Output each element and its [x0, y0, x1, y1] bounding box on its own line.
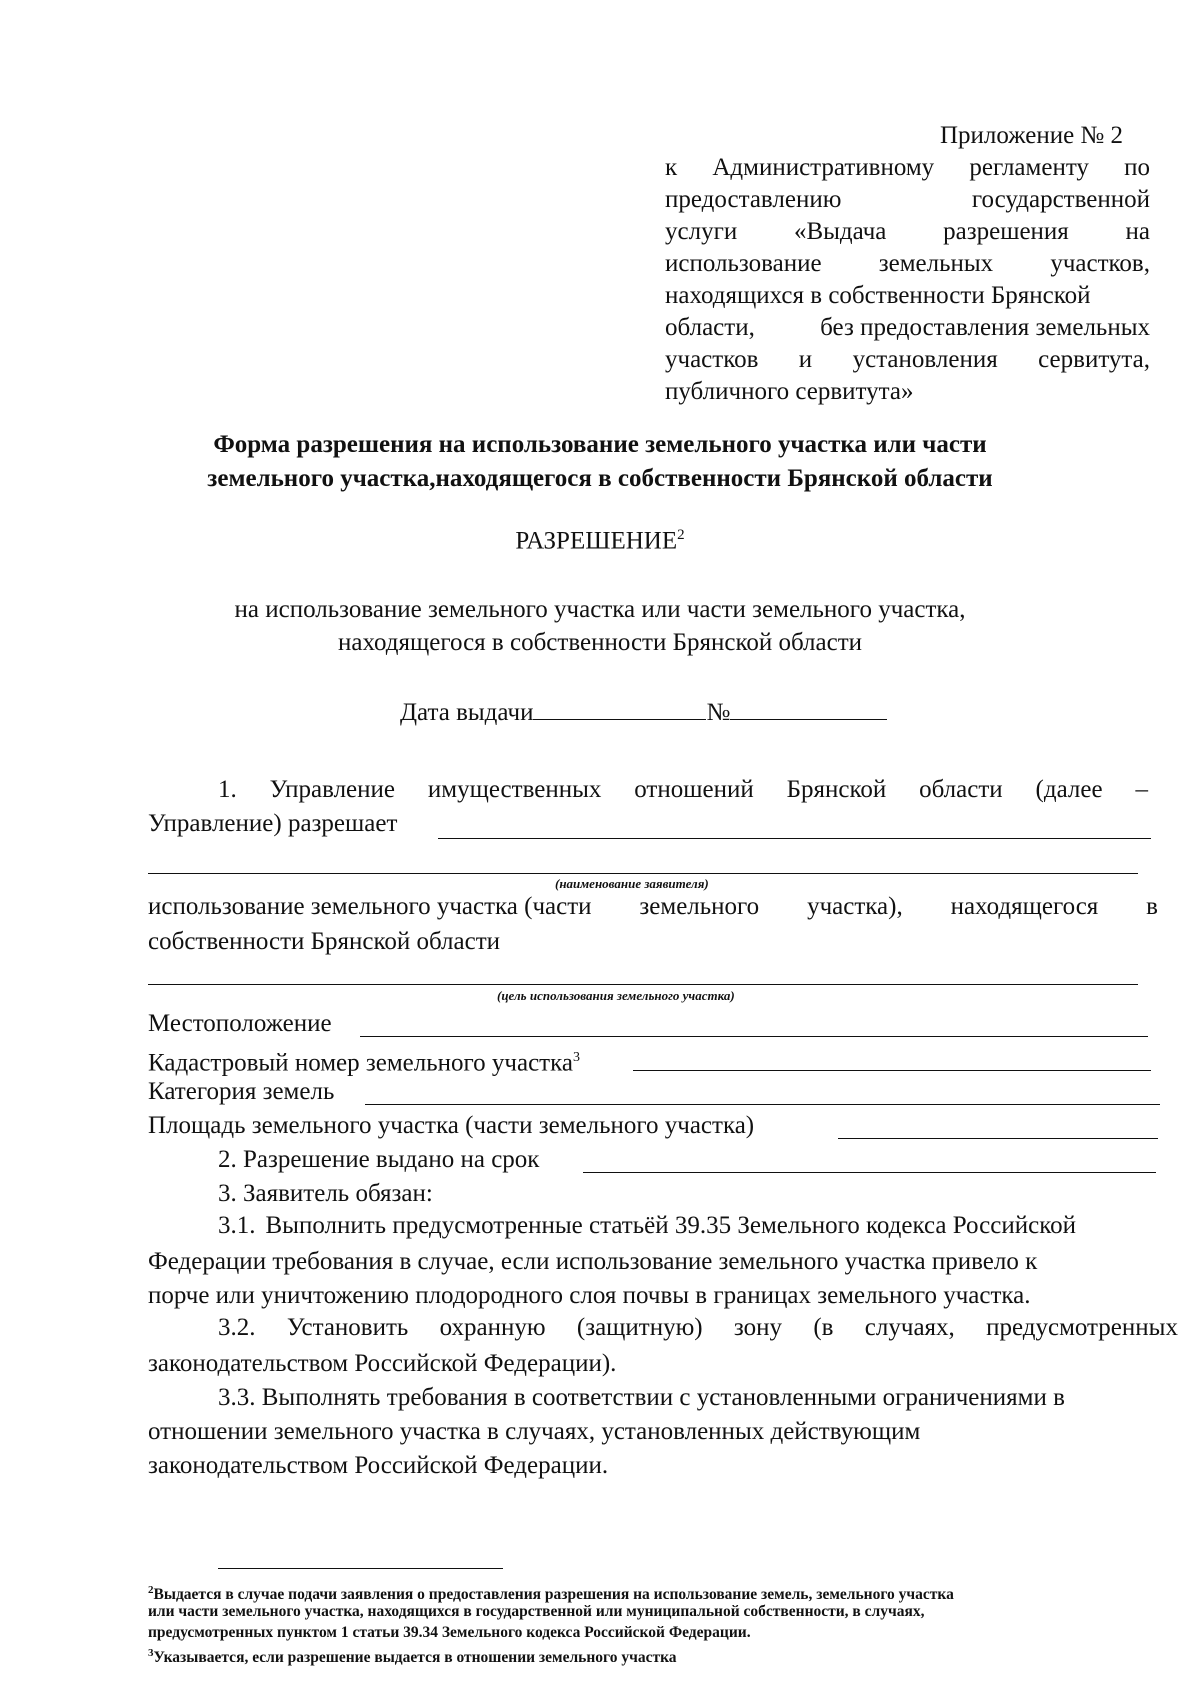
- word: Установить: [286, 1314, 409, 1341]
- word: случаях,: [864, 1314, 955, 1341]
- issue-number-label: №: [706, 699, 731, 726]
- paragraph-3-2-line-1: [218, 1314, 1178, 1342]
- location-field[interactable]: [360, 1036, 1148, 1037]
- issue-line: [400, 695, 887, 729]
- paragraph-3-3-line-2: отношении земельного участка в случаях, установленных действующим: [148, 1418, 921, 1445]
- word: области: [919, 776, 1003, 803]
- annex-line: [665, 248, 1150, 280]
- annex-line: [665, 376, 1150, 408]
- annex-word: без предоставления земельных: [820, 314, 1150, 341]
- purpose-line[interactable]: [148, 984, 1138, 985]
- word: (в: [813, 1314, 834, 1341]
- annex-line: [665, 280, 1150, 312]
- footnote-2-mark: 2: [148, 1584, 154, 1596]
- footnote-ref-3: 3: [572, 1050, 580, 1065]
- annex-word: на: [1125, 218, 1150, 245]
- paragraph-3-3-line-3: законодательством Российской Федерации.: [148, 1452, 609, 1479]
- annex-line: [665, 216, 1150, 248]
- word: 3.1.: [218, 1212, 256, 1239]
- applicant-line-1[interactable]: [438, 838, 1151, 839]
- area-label: Площадь земельного участка (части земельного участка): [148, 1112, 755, 1139]
- paragraph-3: 3. Заявитель обязан:: [218, 1180, 433, 1207]
- annex-word: публичного сервитута»: [665, 378, 914, 405]
- term-field[interactable]: [583, 1172, 1156, 1173]
- footnote-2-line-1: $^2$Выдается в случае подачи заявления о предоставления разрешения на использование земель, земельного участка: [148, 1584, 954, 1604]
- annex-word: находящихся в собственности Брянской: [665, 282, 1091, 309]
- annex-word: сервитута,: [1038, 346, 1150, 373]
- annex-word: участков: [665, 346, 759, 373]
- annex-line: [665, 152, 1150, 184]
- word: в: [1146, 893, 1158, 920]
- annex-word: использование: [665, 250, 822, 277]
- annex-line: [665, 344, 1150, 376]
- paragraph-2: 2. Разрешение выдано на срок: [218, 1146, 540, 1173]
- issue-number-field[interactable]: [730, 695, 887, 720]
- footnote-2-line-3: предусмотренных пунктом 1 статьи 39.34 Земельного кодекса Российской Федерации.: [148, 1624, 751, 1641]
- annex-word: по: [1124, 154, 1150, 181]
- paragraph-3-1-line-1: [218, 1212, 1178, 1240]
- word: имущественных: [427, 776, 602, 803]
- issue-date-label: Дата выдачи: [400, 699, 534, 726]
- word: 3.2.: [218, 1314, 256, 1341]
- annex-word: разрешения: [943, 218, 1069, 245]
- cadastral-field[interactable]: [633, 1070, 1151, 1071]
- word: Брянской: [786, 776, 887, 803]
- annex-line: [665, 184, 1150, 216]
- paragraph-3-1-line-2: Федерации требования в случае, если использование земельного участка привело к: [148, 1248, 1038, 1275]
- paragraph-3-3-line-1: 3.3. Выполнять требования в соответствии с установленными ограничениями в: [218, 1384, 1065, 1411]
- annex-word: государственной: [971, 186, 1150, 213]
- paragraph-3-2-line-2: законодательством Российской Федерации).: [148, 1350, 617, 1377]
- subtitle-line-1: на использование земельного участка или части земельного участка,: [234, 596, 966, 623]
- paragraph-3-1-line-3: порче или уничтожению плодородного слоя почвы в границах земельного участка.: [148, 1282, 1031, 1309]
- form-title-line-1: Форма разрешения на использование земельного участка или части: [213, 431, 987, 458]
- paragraph-1-line-2: [148, 808, 397, 840]
- annex-word: «Выдача: [793, 218, 887, 245]
- word: предусмотренных: [986, 1314, 1178, 1341]
- cadastral-label: Кадастровый номер земельного участка$^3$: [148, 1049, 580, 1077]
- annex-word: услуги: [665, 218, 738, 245]
- annex-number: Приложение № 2: [940, 122, 1124, 149]
- caption-purpose: (цель использования земельного участка): [497, 988, 735, 1003]
- word: Выполнить предусмотренные статьёй 39.35 Земельного кодекса Российской: [265, 1212, 1076, 1239]
- paragraph-1-line-4: собственности Брянской области: [148, 928, 501, 955]
- footnote-3: $^3$Указывается, если разрешение выдается в отношении земельного участка: [148, 1647, 677, 1667]
- annex-word: регламенту: [969, 154, 1089, 181]
- document-title-text: РАЗРЕШЕНИЕ: [515, 527, 678, 555]
- word: (далее: [1035, 776, 1103, 803]
- word: использование земельного участка (части: [148, 893, 592, 920]
- word: участка),: [807, 893, 903, 920]
- paragraph-1-line-1: [218, 776, 1148, 804]
- location-label: Местоположение: [148, 1010, 332, 1037]
- footnote-3-mark: 3: [148, 1647, 154, 1659]
- word: зону: [733, 1314, 783, 1341]
- footnote-2-line-2: или части земельного участка, находящихся в государственной или муниципальной собственности, в случаях,: [148, 1603, 925, 1620]
- annex-word: к: [665, 154, 678, 181]
- caption-applicant: (наименование заявителя): [555, 876, 709, 891]
- word: охранную: [439, 1314, 546, 1341]
- annex-word: установления: [852, 346, 998, 373]
- footnote-separator: [218, 1568, 503, 1569]
- annex-line: [665, 312, 1150, 344]
- annex-word: и: [798, 346, 813, 373]
- annex-word: участков,: [1050, 250, 1150, 277]
- category-field[interactable]: [365, 1104, 1160, 1105]
- word: земельного: [639, 893, 760, 920]
- word: (защитную): [576, 1314, 703, 1341]
- footnote-ref-2: 2: [677, 527, 685, 543]
- word: 1.: [218, 776, 237, 803]
- issue-date-field[interactable]: [533, 695, 706, 720]
- applicant-line-2[interactable]: [148, 873, 1138, 874]
- annex-word: земельных: [878, 250, 994, 277]
- grants-label: Управление) разрешает: [148, 810, 398, 837]
- document-title: [0, 527, 1200, 555]
- word: –: [1135, 776, 1148, 803]
- word: отношений: [634, 776, 754, 803]
- annex-word: Административному: [712, 154, 935, 181]
- subtitle-line-2: находящегося в собственности Брянской области: [337, 629, 863, 656]
- word: Управление: [269, 776, 396, 803]
- word: находящегося: [950, 893, 1099, 920]
- category-label: Категория земель: [148, 1078, 335, 1105]
- area-field[interactable]: [838, 1138, 1158, 1139]
- annex-word: предоставлению: [665, 186, 842, 213]
- annex-word: области,: [665, 314, 755, 341]
- annex-text: [665, 152, 1150, 408]
- form-title-line-2: земельного участка,находящегося в собственности Брянской области: [207, 465, 993, 492]
- paragraph-1-line-3: [148, 893, 1158, 921]
